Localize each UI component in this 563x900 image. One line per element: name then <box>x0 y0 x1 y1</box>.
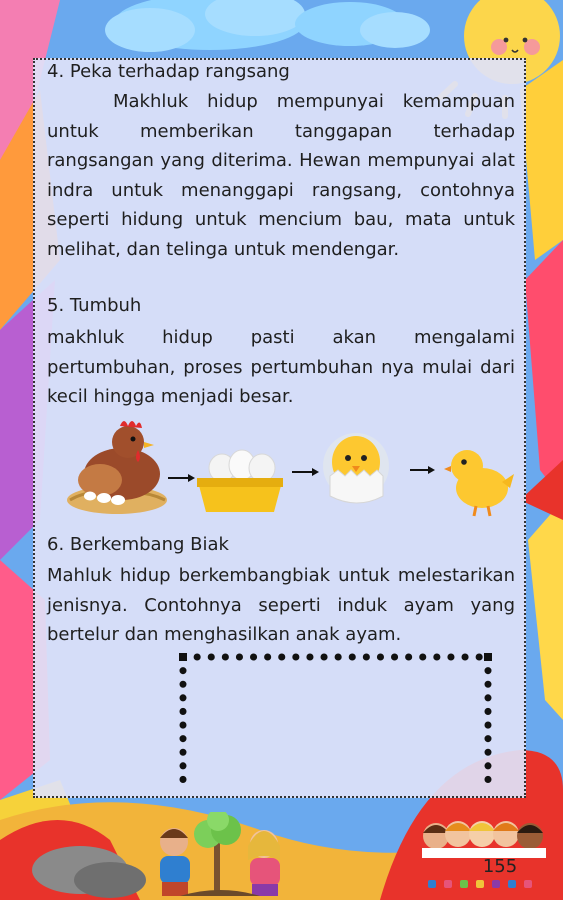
boy-icon <box>160 828 190 896</box>
child-face-icon <box>423 821 543 849</box>
cloud-icon <box>105 0 430 52</box>
dotted-frame <box>174 648 500 800</box>
arrow-icon <box>410 466 435 474</box>
chick-icon <box>444 450 514 516</box>
hen-icon <box>67 421 167 514</box>
hatching-chick-icon <box>323 433 389 503</box>
section-6-body: Mahluk hidup berkembangbiak untuk melestarikan jenisnya. Contohnya seperti induk ayam yang bertelur dan menghasilkan anak ayam. <box>47 565 515 646</box>
section-5-body: makhluk hidup pasti akan mengalami pertumbuhan, proses pertumbuhan nya mulai dari kecil hingga menjadi besar. <box>47 327 515 408</box>
section-4-heading: 4. Peka terhadap rangsang <box>47 61 290 82</box>
kids-planting-illustration <box>140 812 300 900</box>
tree-icon <box>194 812 241 892</box>
girl-icon <box>248 830 280 896</box>
section-6-heading: 6. Berkembang Biak <box>47 534 229 555</box>
arrow-icon <box>168 474 195 482</box>
arrow-icon <box>292 468 319 476</box>
egg-tray-icon <box>197 450 283 512</box>
child-row-icon <box>428 880 532 888</box>
chicken-life-cycle-illustration <box>62 412 522 522</box>
section-4-body: Makhluk hidup mempunyai kemampuan untuk memberikan tanggapan terhadap rangsangan yang diterima. Hewan mempunyai alat indra untuk menanggapi rangsang, contohnya seperti hidung untuk mencium bau, mata untuk melihat, dan telinga untuk mendengar. <box>47 91 515 260</box>
section-5-heading: 5. Tumbuh <box>47 295 142 316</box>
page-number: 155 <box>482 856 518 877</box>
